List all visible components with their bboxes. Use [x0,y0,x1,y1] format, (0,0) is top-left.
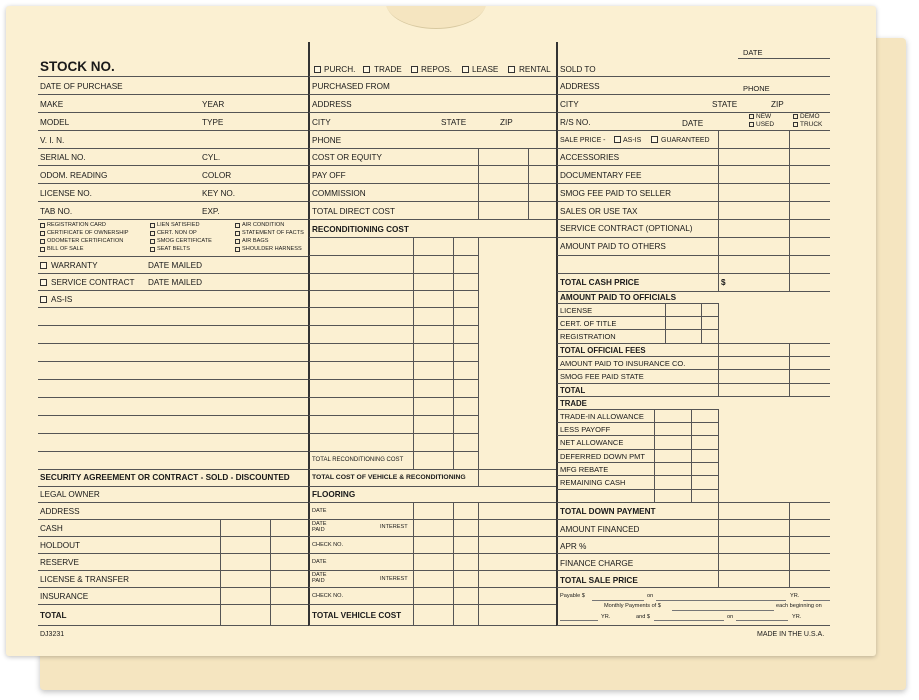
middle-address-label: ADDRESS [312,100,352,109]
new-label: NEW [756,113,772,120]
security-agreement-heading: SECURITY AGREEMENT OR CONTRACT - SOLD - DISCOUNTED [40,473,290,482]
apr-label: APR % [560,542,587,551]
middle-city-label: CITY [312,118,331,127]
purch-checkbox[interactable] [314,66,321,73]
amount-financed-label: AMOUNT FINANCED [560,525,640,534]
new-checkbox[interactable] [749,114,754,119]
total-cost-vehicle-label: TOTAL COST OF VEHICLE & RECONDITIONING [312,474,466,481]
flooring-date-paid-label-1: DATE PAID [312,521,327,533]
net-allowance-label: NET ALLOWANCE [560,438,624,447]
pay-off-label: PAY OFF [312,171,346,180]
documentary-fee-label: DOCUMENTARY FEE [560,171,642,180]
service-contract-checkbox[interactable] [40,279,47,286]
commission-label: COMMISSION [312,189,366,198]
middle-phone-label: PHONE [312,136,342,145]
serial-no-label: SERIAL NO. [40,153,86,162]
air-bags-checkbox[interactable] [235,239,240,244]
cyl-label: CYL. [202,153,221,162]
right-address-label: ADDRESS [560,82,600,91]
make-label: MAKE [40,100,64,109]
cert-non-op-checkbox[interactable] [150,231,155,236]
sale-price-label: SALE PRICE - [560,137,606,144]
cost-or-equity-label: COST OR EQUITY [312,153,382,162]
date-of-purchase-label: DATE OF PURCHASE [40,82,123,91]
trade-in-allowance-label: TRADE-IN ALLOWANCE [560,412,644,421]
right-state-label: STATE [712,100,738,109]
and-label: and $ [636,614,650,620]
guaranteed-checkbox[interactable] [651,136,658,143]
smog-certificate-checkbox[interactable] [150,239,155,244]
registration-label: REGISTRATION [560,332,616,341]
accessories-label: ACCESSORIES [560,153,620,162]
purch-label: PURCH. [324,65,356,74]
cash-label: CASH [40,524,63,533]
total-reconditioning-cost-label: TOTAL RECONDITIONING COST [312,457,404,463]
total-sale-price-label: TOTAL SALE PRICE [560,576,638,585]
total-direct-cost-label: TOTAL DIRECT COST [312,207,395,216]
demo-label: DEMO [800,113,820,120]
warranty-checkbox[interactable] [40,262,47,269]
flooring-check-no-label-2: CHECK NO. [312,593,344,599]
license-label: LICENSE [560,306,593,315]
rental-checkbox[interactable] [508,66,515,73]
payable-on-label: on [647,593,654,599]
lien-satisfied-checkbox[interactable] [150,223,155,228]
model-label: MODEL [40,118,70,127]
left-address-label: ADDRESS [40,507,80,516]
flooring-check-no-label-1: CHECK NO. [312,542,344,548]
sale-as-is-checkbox[interactable] [614,136,621,143]
holdout-label: HOLDOUT [40,541,81,550]
odometer-certification-label: ODOMETER CERTIFICATION [47,238,124,244]
form-code: DJ3231 [40,631,65,638]
sale-as-is-label: AS-IS [623,137,642,144]
cert-non-op-label: CERT. NON OP [157,230,197,236]
middle-state-label: STATE [441,118,467,127]
left-total-label: TOTAL [40,611,67,620]
seat-belts-label: SEAT BELTS [157,246,190,252]
lien-satisfied-label: LIEN SATISFIED [157,222,200,228]
reserve-label: RESERVE [40,558,79,567]
total-official-fees-label: TOTAL OFFICIAL FEES [560,346,646,355]
total-cash-dollar: $ [721,278,726,287]
folder-tab-notch [386,6,486,29]
top-date-label: DATE [743,48,763,57]
monthly-yr-label: YR. [601,614,611,620]
remaining-cash-label: REMAINING CASH [560,478,626,487]
smog-fee-state-label: SMOG FEE PAID STATE [560,372,644,381]
license-transfer-label: LICENSE & TRANSFER [40,575,130,584]
used-checkbox[interactable] [749,122,754,127]
air-condition-label: AIR CONDITION [242,222,285,228]
statement-of-facts-checkbox[interactable] [235,231,240,236]
final-yr-label: YR. [792,614,802,620]
amount-paid-officials-heading: AMOUNT PAID TO OFFICIALS [560,293,677,302]
smog-fee-seller-label: SMOG FEE PAID TO SELLER [560,189,672,198]
right-city-label: CITY [560,100,579,109]
stock-no-label: STOCK NO. [40,59,115,74]
demo-checkbox[interactable] [793,114,798,119]
used-label: USED [756,121,775,128]
flooring-date-label-2: DATE [312,559,327,565]
sales-tax-label: SALES OR USE TAX [560,207,638,216]
statement-of-facts-label: STATEMENT OF FACTS [242,230,304,236]
total-cash-price-label: TOTAL CASH PRICE [560,278,640,287]
total-vehicle-cost-label: TOTAL VEHICLE COST [312,611,402,620]
license-no-label: LICENSE NO. [40,189,92,198]
service-date-mailed-label: DATE MAILED [148,278,202,287]
right-total-label: TOTAL [560,386,586,395]
deferred-down-pmt-label: DEFERRED DOWN PMT [560,452,645,461]
right-zip-label: ZIP [771,100,784,109]
payable-label: Payable $ [560,593,585,599]
as-is-label: AS-IS [51,295,73,304]
finance-charge-label: FINANCE CHARGE [560,559,634,568]
trade-checkbox[interactable] [363,66,370,73]
warranty-date-mailed-label: DATE MAILED [148,261,202,270]
trade-label: TRADE [374,65,402,74]
mfg-rebate-label: MFG REBATE [560,465,609,474]
seat-belts-checkbox[interactable] [150,247,155,252]
truck-checkbox[interactable] [793,122,798,127]
registration-card-label: REGISTRATION CARD [47,222,106,228]
truck-label: TRUCK [800,121,823,128]
repos-checkbox[interactable] [411,66,418,73]
lease-checkbox[interactable] [462,66,469,73]
type-label: TYPE [202,118,224,127]
flooring-date-paid-label-2: DATE PAID [312,572,327,584]
form-sheet [6,6,876,656]
legal-owner-label: LEGAL OWNER [40,490,100,499]
year-label: YEAR [202,100,225,109]
shoulder-harness-label: SHOULDER HARNESS [242,246,302,252]
lease-label: LEASE [472,65,499,74]
final-on-label: on [727,614,734,620]
flooring-date-label-1: DATE [312,508,327,514]
odometer-certification-checkbox[interactable] [40,239,45,244]
certificate-ownership-label: CERTIFICATE OF OWNERSHIP [47,230,129,236]
air-condition-checkbox[interactable] [235,223,240,228]
total-down-payment-label: TOTAL DOWN PAYMENT [560,507,656,516]
flooring-interest-label-2: INTEREST [380,576,408,582]
sold-to-label: SOLD TO [560,65,596,74]
bill-of-sale-label: BILL OF SALE [47,246,84,252]
rental-label: RENTAL [519,65,551,74]
flooring-interest-label-1: INTEREST [380,524,408,530]
exp-label: EXP. [202,207,220,216]
key-no-label: KEY NO. [202,189,236,198]
service-contract-optional-label: SERVICE CONTRACT (OPTIONAL) [560,224,693,233]
odom-label: ODOM. READING [40,171,108,180]
guaranteed-label: GUARANTEED [661,137,710,144]
vin-label: V. I. N. [40,136,65,145]
tab-no-label: TAB NO. [40,207,73,216]
service-contract-label: SERVICE CONTRACT [51,278,135,287]
monthly-payments-label: Monthly Payments of $ [604,603,661,609]
air-bags-label: AIR BAGS [242,238,269,244]
as-is-checkbox[interactable] [40,296,47,303]
warranty-label: WARRANTY [51,261,98,270]
registration-card-checkbox[interactable] [40,223,45,228]
rs-date-label: DATE [682,119,704,128]
insurance-label: INSURANCE [40,592,89,601]
each-beginning-label: each beginning on [776,603,822,609]
less-payoff-label: LESS PAYOFF [560,425,611,434]
payable-yr-label: YR. [790,593,800,599]
amount-paid-others-label: AMOUNT PAID TO OTHERS [560,242,666,251]
amount-paid-insurance-label: AMOUNT PAID TO INSURANCE CO. [560,359,686,368]
color-label: COLOR [202,171,232,180]
shoulder-harness-checkbox[interactable] [235,247,240,252]
middle-zip-label: ZIP [500,118,513,127]
bill-of-sale-checkbox[interactable] [40,247,45,252]
purchased-from-label: PURCHASED FROM [312,82,390,91]
right-phone-label: PHONE [743,84,770,93]
certificate-ownership-checkbox[interactable] [40,231,45,236]
reconditioning-cost-heading: RECONDITIONING COST [312,225,409,234]
rs-no-label: R/S NO. [560,118,591,127]
flooring-heading: FLOORING [312,490,356,499]
smog-certificate-label: SMOG CERTIFICATE [157,238,212,244]
made-in-usa: MADE IN THE U.S.A. [757,631,825,638]
cert-of-title-label: CERT. OF TITLE [560,319,617,328]
repos-label: REPOS. [421,65,452,74]
trade-heading: TRADE [560,399,587,408]
